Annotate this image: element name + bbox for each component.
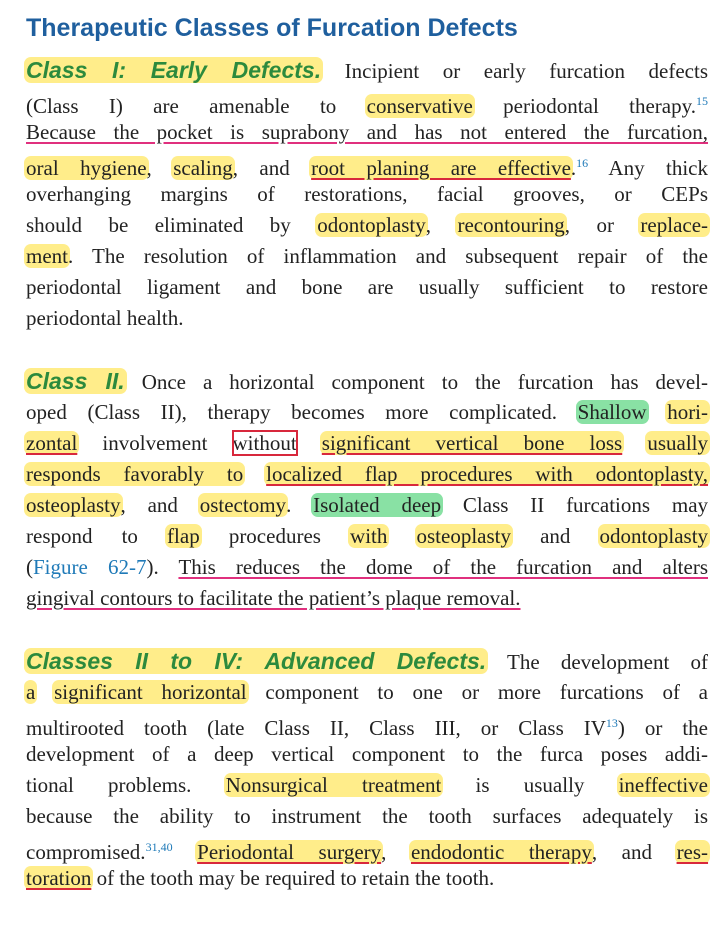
highlight: with bbox=[350, 524, 388, 548]
green-highlight: Isolated deep bbox=[313, 493, 442, 517]
highlight: significant horizontal bbox=[54, 680, 247, 704]
text-line: periodontal health. bbox=[26, 306, 184, 330]
highlight: Nonsurgical treatment bbox=[225, 773, 442, 797]
reference-number: 15 bbox=[696, 94, 709, 108]
text-line: because the ability to instrument the tooth surfaces adequately is bbox=[26, 804, 708, 828]
highlight: replace- bbox=[640, 213, 709, 237]
text-line: periodontal ligament and bone are usually sufficient to restore bbox=[26, 275, 708, 299]
highlight: hori- bbox=[667, 400, 709, 424]
highlight: usually bbox=[647, 431, 709, 455]
highlight: res- bbox=[676, 840, 709, 864]
text-line: (Figure 62-7). This reduces the dome of the furcation and alters bbox=[26, 555, 708, 579]
text-line: oral hygiene, scaling, and root planing are effective.$^{16}$ Any thick bbox=[26, 156, 708, 180]
page-title: Therapeutic Classes of Furcation Defects bbox=[26, 14, 518, 42]
text-line: tional problems. Nonsurgical treatment is usually ineffective bbox=[26, 773, 708, 797]
highlight: zontal bbox=[26, 431, 78, 455]
text-line: zontal involvement without significant vertical bone loss usually bbox=[26, 431, 709, 455]
highlight: a bbox=[26, 680, 36, 704]
highlight: odontoplasty bbox=[317, 213, 426, 237]
reference-number: 16 bbox=[576, 156, 589, 170]
highlight: osteoplasty bbox=[26, 493, 121, 517]
figure-link[interactable]: Figure 62-7 bbox=[33, 555, 147, 579]
highlight: flap bbox=[167, 524, 200, 548]
highlight: responds favorably to bbox=[26, 462, 244, 486]
highlight: ineffective bbox=[618, 773, 708, 797]
reference-number: 13 bbox=[605, 716, 618, 730]
highlight: significant vertical bone loss bbox=[321, 431, 623, 455]
text-line bbox=[26, 461, 708, 487]
highlight: ment bbox=[26, 244, 68, 268]
highlight: Periodontal surgery bbox=[197, 840, 382, 864]
text-line: ment. The resolution of inflammation and subsequent repair of the bbox=[26, 244, 708, 268]
text-line: compromised.$^{31,40}$ Periodontal surgery, endodontic therapy, and res- bbox=[26, 840, 709, 864]
highlight: oral hygiene bbox=[26, 156, 147, 180]
text-line: toration of the tooth may be required to retain the tooth. bbox=[26, 866, 495, 890]
highlight: osteoplasty bbox=[416, 524, 511, 548]
underlined-text: gingival contours to facilitate the patient’s plaque removal. bbox=[26, 586, 521, 610]
highlight: ostectomy bbox=[199, 493, 287, 517]
boxed-word: without bbox=[232, 431, 297, 455]
highlight: conservative bbox=[366, 94, 473, 118]
highlight: endodontic therapy bbox=[410, 840, 592, 864]
highlight: toration bbox=[26, 866, 92, 890]
section-heading-class-1: Class I: Early Defects. bbox=[26, 57, 322, 83]
highlight: localized flap procedures with odontoplasty, bbox=[266, 462, 709, 486]
section-heading-class-2-4: Classes II to IV: Advanced Defects. bbox=[26, 648, 487, 674]
text-line: (Class I) are amenable to conservative periodontal therapy.$^{15}$ bbox=[26, 94, 709, 118]
highlight: odontoplasty bbox=[599, 524, 709, 548]
green-highlight: Shallow bbox=[577, 400, 647, 424]
reference-number: 31,40 bbox=[145, 840, 173, 854]
text-line: respond to flap procedures with osteoplasty and odontoplasty bbox=[26, 524, 709, 548]
text-line: osteoplasty, and ostectomy. Isolated deep Class II furcations may bbox=[26, 493, 709, 517]
text-line: Class II. Once a horizontal component to the furcation has devel- bbox=[26, 368, 709, 394]
underlined-text: This reduces the dome of the furcation and alters bbox=[178, 555, 708, 579]
section-heading-class-2: Class II. bbox=[26, 368, 125, 394]
text-line bbox=[26, 119, 708, 145]
text-line: multirooted tooth (late Class II, Class III, or Class IV$^{13}$) or the bbox=[26, 716, 708, 740]
text-line: should be eliminated by odontoplasty, recontouring, or replace- bbox=[26, 213, 709, 237]
text-line: overhanging margins of restorations, facial grooves, or CEPs bbox=[26, 182, 708, 206]
text-line: a significant horizontal component to one or more furcations of a bbox=[26, 680, 709, 704]
text-line: oped (Class II), therapy becomes more complicated. Shallow hori- bbox=[26, 400, 709, 424]
text-line: Classes II to IV: Advanced Defects. The development of bbox=[26, 648, 708, 674]
highlight: root planing are effective bbox=[311, 156, 571, 180]
highlight: recontouring bbox=[457, 213, 565, 237]
text-line: development of a deep vertical component to the furca poses addi- bbox=[26, 742, 708, 766]
highlight: scaling bbox=[173, 156, 233, 180]
underlined-text: Because the pocket is suprabony and has not entered the furcation, bbox=[26, 120, 708, 144]
text-line bbox=[26, 585, 708, 611]
text-line: Class I: Early Defects. Incipient or early furcation defects bbox=[26, 57, 709, 83]
